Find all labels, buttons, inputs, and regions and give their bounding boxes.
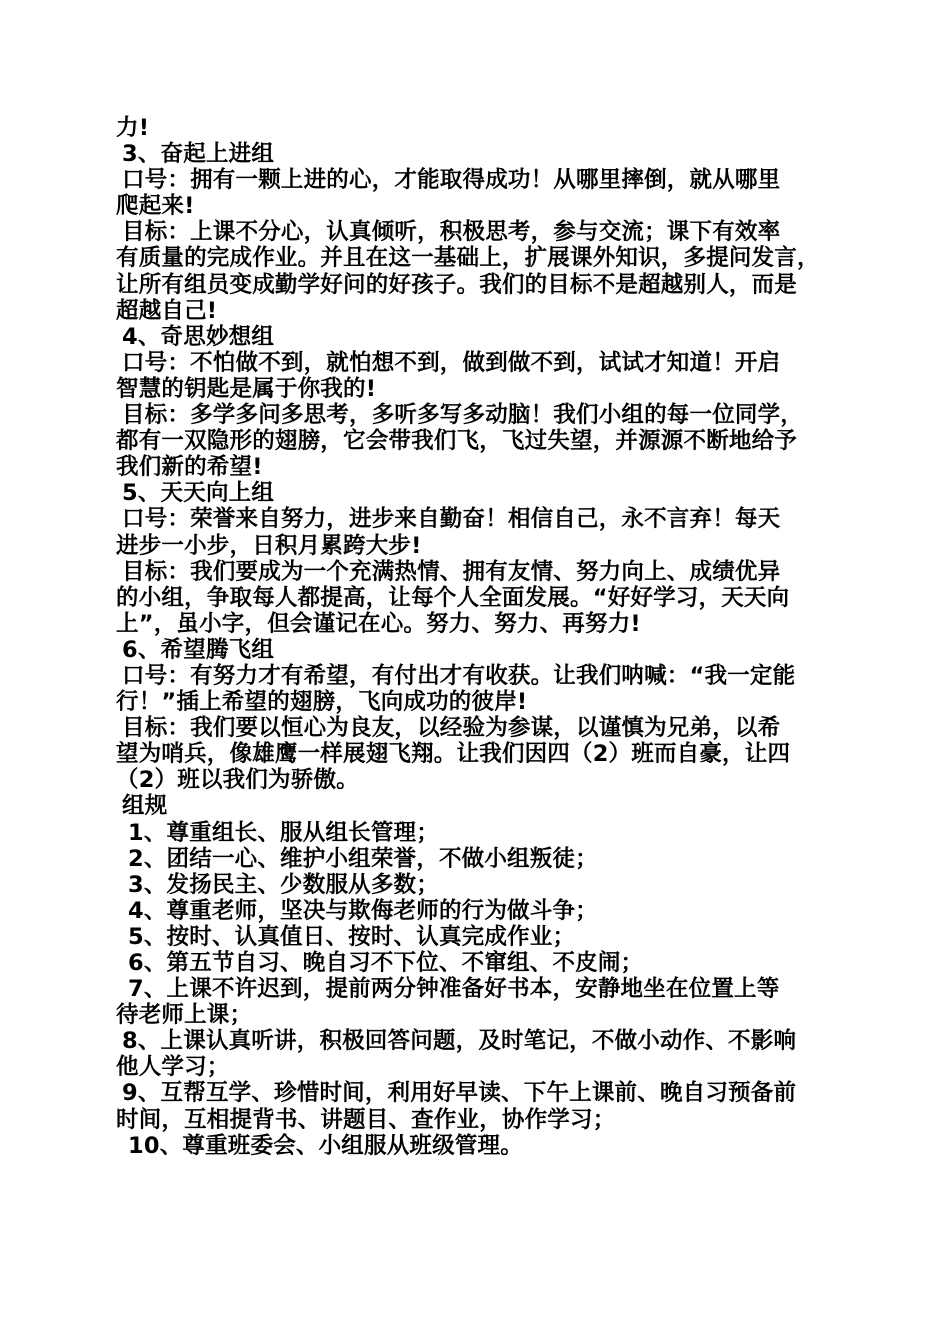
text-line: 3、奋起上进组 <box>122 141 275 168</box>
text-line: 目标：我们要成为一个充满热情、拥有友情、努力向上、成绩优异 <box>122 558 781 585</box>
text-line: （2）班以我们为骄傲。 <box>116 767 359 794</box>
document-body <box>116 115 838 1159</box>
text-line: 5、按时、认真值日、按时、认真完成作业； <box>128 923 576 950</box>
text-line: 7、上课不许迟到，提前两分钟准备好书本，安静地坐在位置上等 <box>128 976 780 1003</box>
text-line: 口号：不怕做不到，就怕想不到，做到做不到，试试才知道！开启 <box>122 349 781 376</box>
text-line: 口号：有努力才有希望，有付出才有收获。让我们呐喊：“我一定能 <box>122 662 796 689</box>
text-line: 4、奇思妙想组 <box>122 323 275 350</box>
text-line: 目标：多学多问多思考，多听多写多动脑！我们小组的每一位同学， <box>122 402 804 429</box>
text-line: 时间，互相提背书、讲题目、查作业，协作学习； <box>116 1106 616 1133</box>
text-line: 都有一双隐形的翅膀，它会带我们飞，飞过失望，并源源不断地给予 <box>116 428 798 455</box>
text-line: 智慧的钥匙是属于你我的! <box>116 375 377 402</box>
text-line: 组规 <box>122 793 168 820</box>
text-line: 有质量的完成作业。并且在这一基础上，扩展课外知识，多提问发言， <box>116 245 820 272</box>
text-line: 我们新的希望! <box>116 454 263 481</box>
text-line: 6、希望腾飞组 <box>122 636 275 663</box>
text-line: 6、第五节自习、晚自习不下位、不窜组、不皮闹； <box>128 950 644 976</box>
text-line: 待老师上课； <box>116 1002 253 1029</box>
text-line: 望为哨兵，像雄鹰一样展翅飞翔。让我们因四（2）班而自豪，让四 <box>116 741 791 768</box>
text-line: 上”，虽小字，但会谨记在心。努力、努力、再努力! <box>116 610 641 637</box>
text-line: 8、上课认真听讲，积极回答问题，及时笔记，不做小动作、不影响 <box>122 1028 797 1055</box>
text-line: 超越自己! <box>116 297 218 324</box>
text-line: 目标：上课不分心，认真倾听，积极思考，参与交流；课下有效率 <box>122 219 781 246</box>
text-line: 行！”插上希望的翅膀，飞向成功的彼岸! <box>116 689 528 716</box>
text-line: 口号：荣誉来自努力，进步来自勤奋！相信自己，永不言弃！每天 <box>122 506 781 533</box>
text-line: 他人学习； <box>116 1054 230 1081</box>
text-line: 10、尊重班委会、小组服从班级管理。 <box>128 1132 523 1159</box>
text-line: 5、天天向上组 <box>122 480 275 507</box>
text-line: 进步一小步，日积月累跨大步! <box>116 532 422 559</box>
text-line: 2、团结一心、维护小组荣誉，不做小组叛徒； <box>128 845 598 872</box>
text-line: 让所有组员变成勤学好问的好孩子。我们的目标不是超越别人，而是 <box>116 271 798 298</box>
text-line: 4、尊重老师，坚决与欺侮老师的行为做斗争； <box>128 897 598 924</box>
text-line: 9、互帮互学、珍惜时间，利用好早读、下午上课前、晚自习预备前 <box>122 1080 797 1107</box>
text-line: 3、发扬民主、少数服从多数； <box>128 871 439 898</box>
text-line: 口号：拥有一颗上进的心，才能取得成功！从哪里摔倒，就从哪里 <box>122 167 781 194</box>
text-line: 力! <box>116 115 150 141</box>
text-line: 1、尊重组长、服从组长管理； <box>128 819 439 846</box>
text-line: 爬起来! <box>116 193 195 220</box>
text-line: 目标：我们要以恒心为良友，以经验为参谋，以谨慎为兄弟，以希 <box>122 715 781 742</box>
text-line: 的小组，争取每人都提高，让每个人全面发展。“好好学习，天天向 <box>116 584 790 611</box>
